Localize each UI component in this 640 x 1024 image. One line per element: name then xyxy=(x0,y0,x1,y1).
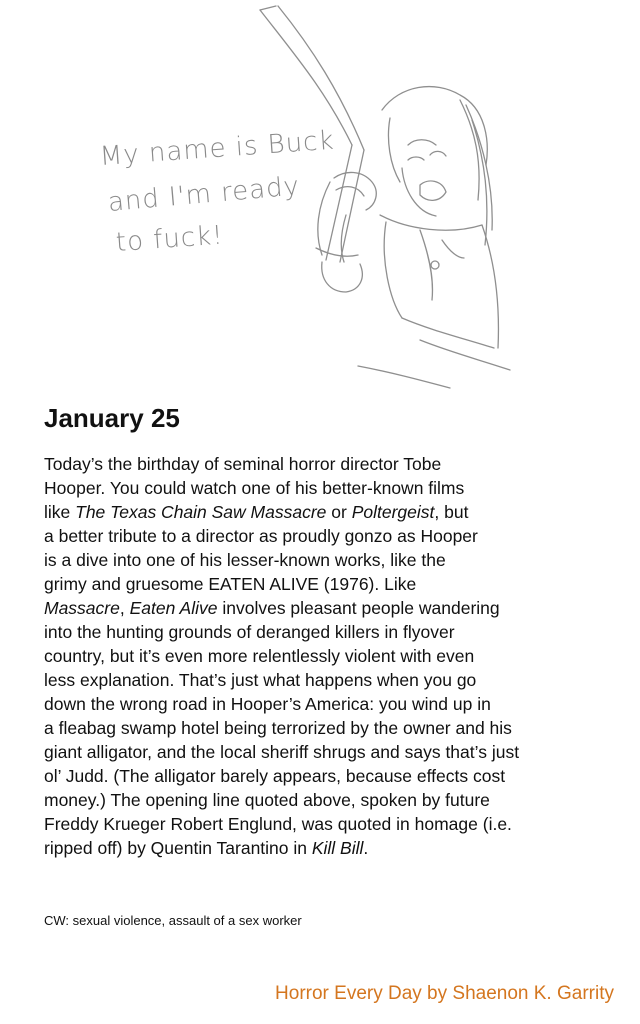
body-line xyxy=(44,644,604,668)
text-run: Today’s the birthday of seminal horror director Tobe xyxy=(44,454,442,474)
body-line xyxy=(44,548,604,572)
text-run: down the wrong road in Hooper’s America: you wind up in xyxy=(44,694,491,714)
text-run: ripped off) by Quentin Tarantino in xyxy=(44,838,312,858)
italic-title: Kill Bill xyxy=(311,838,364,858)
body-line xyxy=(44,836,604,860)
text-run: . xyxy=(363,838,369,858)
body-line xyxy=(44,668,604,692)
italic-title: The Texas Chain Saw Massacre xyxy=(75,502,327,522)
italic-title: Massacre xyxy=(44,598,120,618)
text-run: , but xyxy=(434,502,469,522)
body-line xyxy=(44,764,604,788)
italic-title: Eaten Alive xyxy=(129,598,218,618)
article-body xyxy=(44,452,604,860)
body-line xyxy=(44,524,604,548)
body-line xyxy=(44,788,604,812)
text-run: like xyxy=(44,502,76,522)
text-run: ol’ Judd. (The alligator barely appears, because effects cost xyxy=(44,766,506,786)
text-run: less explanation. That’s just what happens when you go xyxy=(44,670,477,690)
body-line xyxy=(44,572,604,596)
text-run: Freddy Krueger Robert Englund, was quoted in homage (i.e. xyxy=(44,814,512,834)
text-run: , xyxy=(119,598,130,618)
text-run: into the hunting grounds of deranged killers in flyover xyxy=(44,622,455,642)
sketch-caption-line-3: to fuck! xyxy=(114,220,225,258)
text-run: giant alligator, and the local sheriff shrugs and says that’s just xyxy=(44,742,520,762)
sketch-caption-line-1: My name is Buck xyxy=(98,125,336,172)
body-line xyxy=(44,620,604,644)
body-line xyxy=(44,740,604,764)
author-credit: Horror Every Day by Shaenon K. Garrity xyxy=(275,983,614,1004)
body-line xyxy=(44,596,604,620)
text-run: or xyxy=(326,502,352,522)
sketch-caption-line-2: and I'm ready xyxy=(106,171,302,218)
body-line xyxy=(44,692,604,716)
body-line xyxy=(44,716,604,740)
text-run: country, but it’s even more relentlessly violent with even xyxy=(44,646,475,666)
content-warning: CW: sexual violence, assault of a sex worker xyxy=(44,913,302,928)
italic-title: Poltergeist xyxy=(351,502,435,522)
text-run: a fleabag swamp hotel being terrorized by the owner and his xyxy=(44,718,512,738)
text-run: is a dive into one of his lesser-known works, like the xyxy=(44,550,446,570)
text-run: involves pleasant people wandering xyxy=(217,598,500,618)
body-line xyxy=(44,500,604,524)
text-run: a better tribute to a director as proudly gonzo as Hooper xyxy=(44,526,478,546)
text-run: money.) The opening line quoted above, spoken by future xyxy=(44,790,490,810)
text-run: grimy and gruesome EATEN ALIVE (1976). Like xyxy=(44,574,417,594)
body-line xyxy=(44,812,604,836)
body-line xyxy=(44,476,604,500)
page-title: January 25 xyxy=(44,403,180,433)
body-line xyxy=(44,452,604,476)
text-run: Hooper. You could watch one of his better-known films xyxy=(44,478,465,498)
